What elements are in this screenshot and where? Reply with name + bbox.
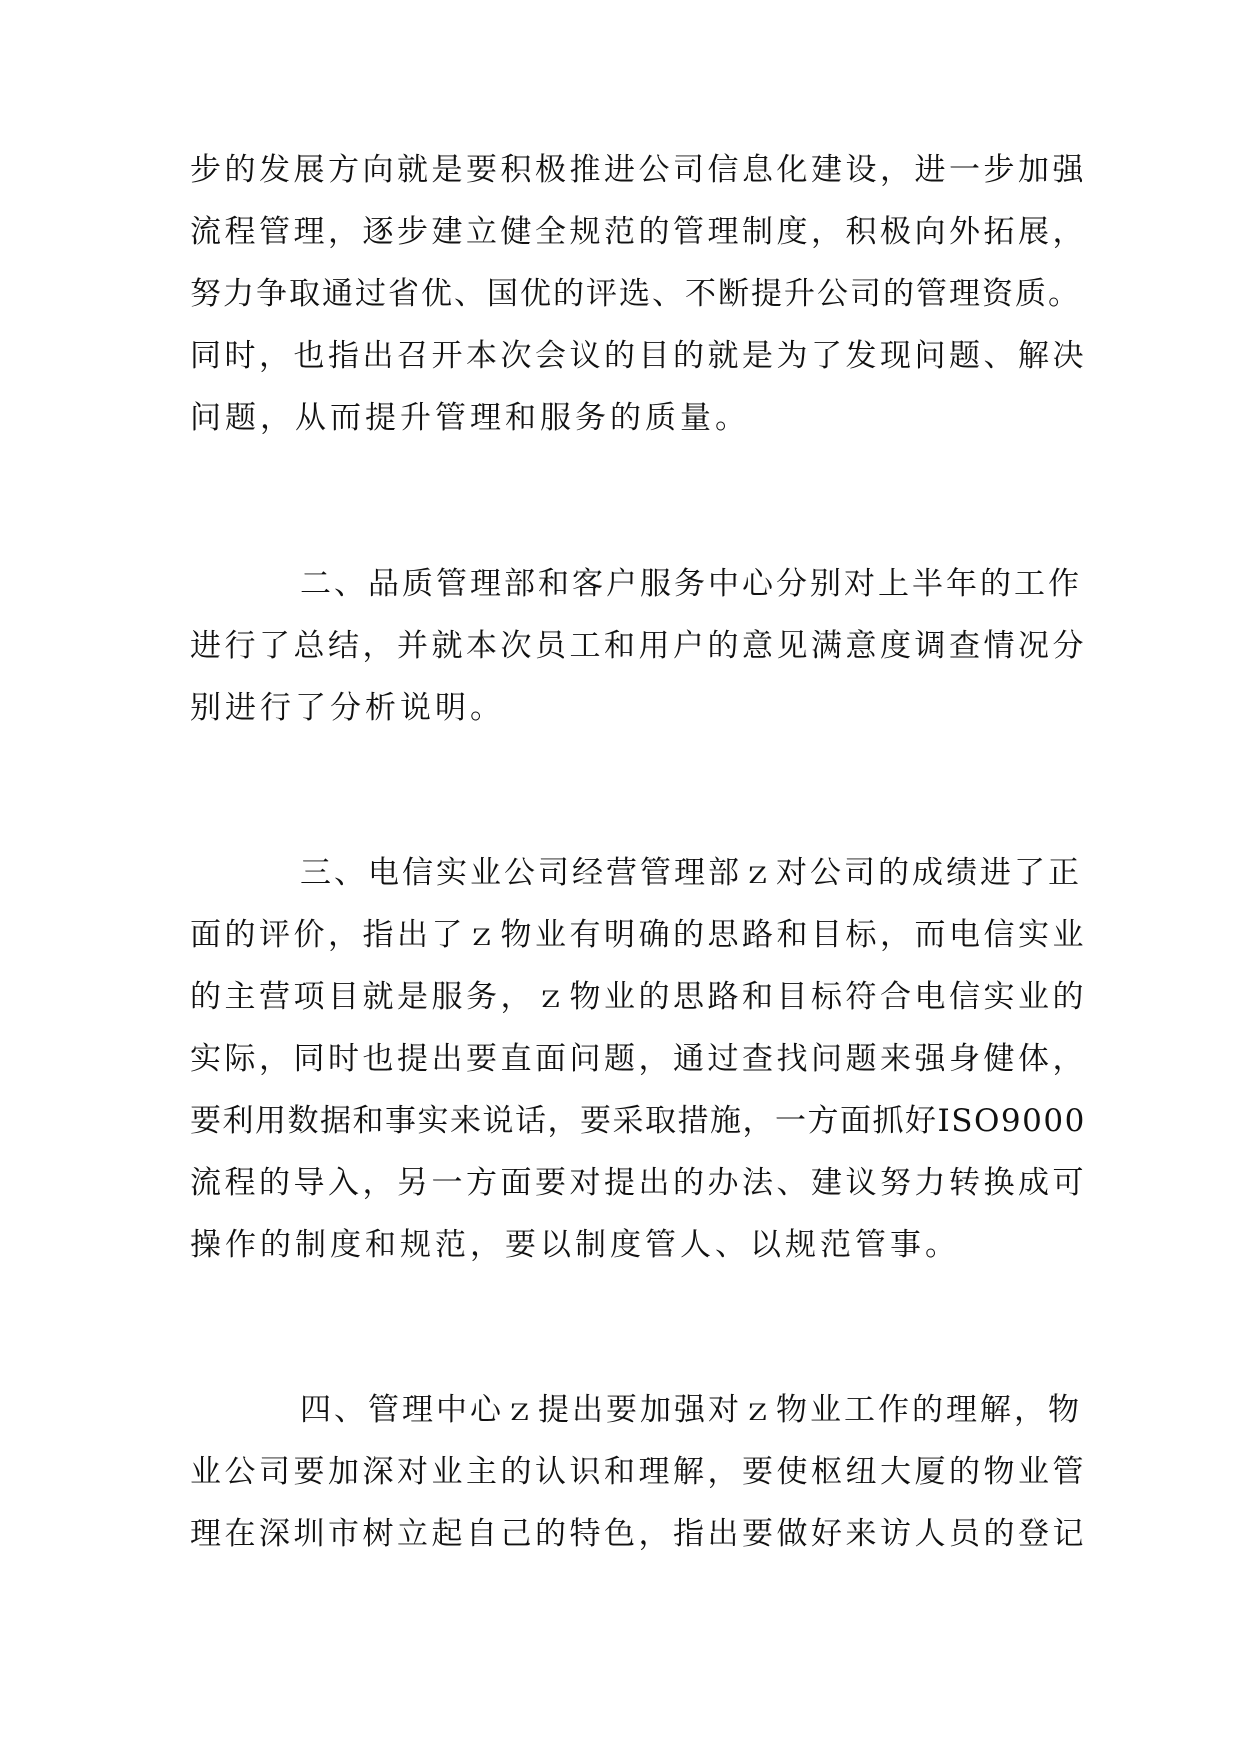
paragraph-2-line-1: 二、品质管理部和客户服务中心分别对上半年的工作 xyxy=(300,566,1082,602)
paragraph-4-line-2: 业公司要加深对业主的认识和理解，要使枢纽大厦的物业管 xyxy=(190,1454,1087,1490)
paragraph-4-line-3: 理在深圳市树立起自己的特色，指出要做好来访人员的登记 xyxy=(190,1516,1087,1552)
paragraph-1-line-2: 流程管理，逐步建立健全规范的管理制度，积极向外拓展， xyxy=(190,214,1087,250)
paragraph-1-line-1: 步的发展方向就是要积极推进公司信息化建设，进一步加强 xyxy=(190,152,1087,188)
paragraph-3-line-3: 的主营项目就是服务，ｚ物业的思路和目标符合电信实业的 xyxy=(190,979,1087,1015)
paragraph-3-line-6: 流程的导入，另一方面要对提出的办法、建议努力转换成可 xyxy=(190,1165,1087,1201)
paragraph-3-line-1: 三、电信实业公司经营管理部ｚ对公司的成绩进了正 xyxy=(300,855,1082,891)
paragraph-1-line-5: 问题，从而提升管理和服务的质量。 xyxy=(190,400,750,436)
paragraph-1-line-3: 努力争取通过省优、国优的评选、不断提升公司的管理资质。 xyxy=(190,276,1081,312)
paragraph-2-line-2: 进行了总结，并就本次员工和用户的意见满意度调查情况分 xyxy=(190,628,1087,664)
paragraph-3-line-2: 面的评价，指出了ｚ物业有明确的思路和目标，而电信实业 xyxy=(190,917,1087,953)
paragraph-4-line-1: 四、管理中心ｚ提出要加强对ｚ物业工作的理解，物 xyxy=(300,1392,1082,1428)
paragraph-2-line-3: 别进行了分析说明。 xyxy=(190,690,505,726)
paragraph-1-line-4: 同时，也指出召开本次会议的目的就是为了发现问题、解决 xyxy=(190,338,1087,374)
paragraph-3-line-7: 操作的制度和规范，要以制度管人、以规范管事。 xyxy=(190,1227,960,1263)
paragraph-3-line-4: 实际，同时也提出要直面问题，通过查找问题来强身健体， xyxy=(190,1041,1087,1077)
paragraph-3-line-5: 要利用数据和事实来说话，要采取措施，一方面抓好ISO9000 xyxy=(190,1103,1086,1139)
